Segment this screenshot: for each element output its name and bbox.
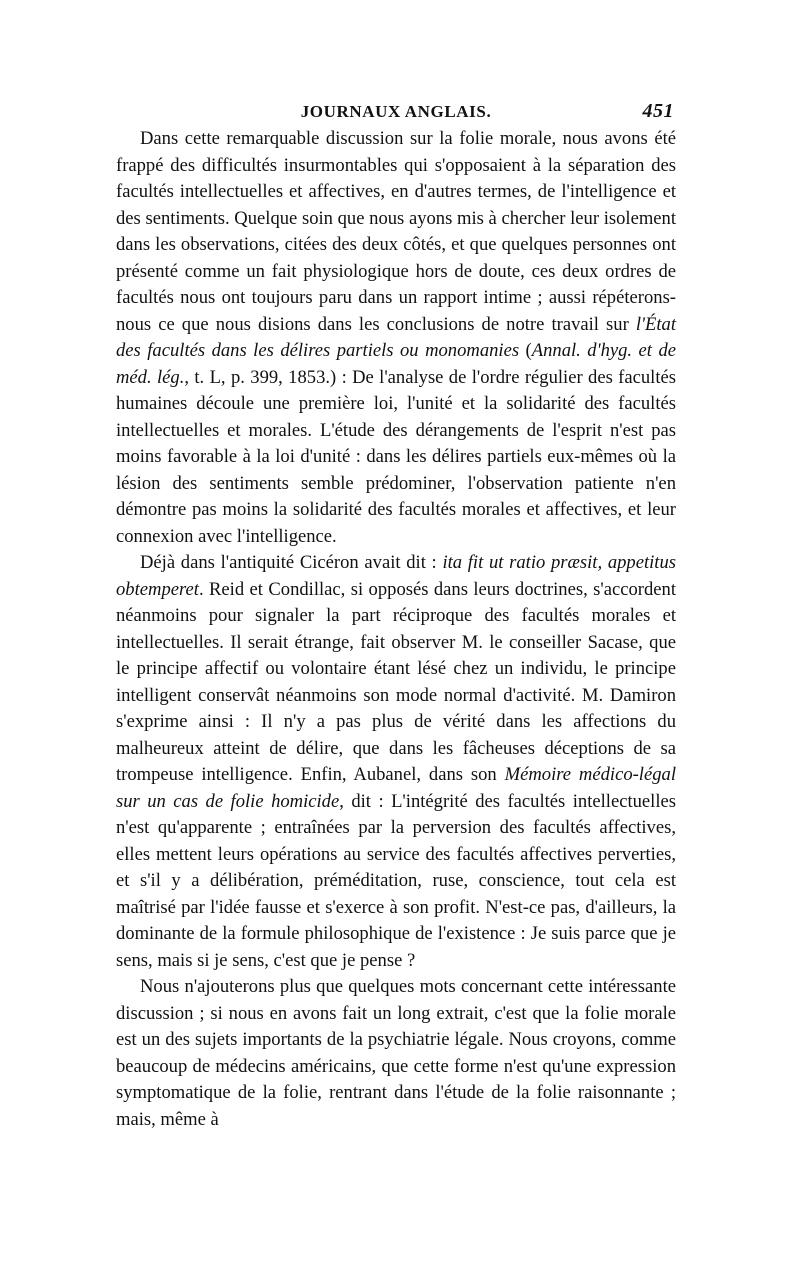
paragraph-1-text-c: , t. L, p. 399, 1853.) : De l'analyse de l'ordre régulier des facultés humaines découle une première loi, l'unité et la solidarité des facultés intellectuelles et morales. L'étude des dérangements de l'esprit n'est pas moins favorable à la loi d'unité : dans les délires partiels eux-mêmes où la lésion des sentiments semble prédominer, l'observation patiente n'en démontre pas moins la solidarité des facultés morales et affectives, et leur connexion avec l'intelligence. [116, 366, 677, 547]
running-head: JOURNAUX ANGLAIS. [300, 102, 492, 121]
page-number: 451 [642, 100, 674, 122]
paragraph-2-text-a: Déjà dans l'antiquité Cicéron avait dit : [140, 552, 443, 573]
paragraph-1-text-a: Dans cette remarquable discussion sur la folie morale, nous avons été frappé des difficultés insurmontables qui s'opposaient à la séparation des facultés intellectuelles et affectives, en d'autres termes, de l'intelligence et des sentiments. Quelque soin que nous ayons mis à chercher leur isolement dans les observations, citées des deux côtés, et que quelques personnes ont présenté comme un fait physiologique hors de doute, ces deux ordres de facultés nous ont toujours paru dans un rapport intime ; aussi répéterons-nous ce que nous disions dans les conclusions de notre travail sur [116, 128, 676, 335]
paragraph-1-reference-title: l'État des facultés dans les délires partiels ou monomanies [116, 313, 676, 361]
paragraph-1-text-b: ( [519, 340, 532, 361]
paragraph-2-memoire-title: Mémoire médico-légal sur un cas de folie homicide [116, 764, 676, 812]
paragraph-2 [116, 550, 676, 974]
paragraph-3-text-a: Nous n'ajouterons plus que quelques mots concernant cette intéressante discussion ; si nous en avons fait un long extrait, c'est que la folie morale est un des sujets importants de la psychiatrie légale. Nous croyons, comme beaucoup de médecins américains, que cette forme n'est qu'une expression symptomatique de la folie, rentrant dans l'étude de la folie raisonnante ; mais, même à [116, 976, 676, 1130]
book-page [116, 90, 676, 1133]
paragraph-1-journal: Annal. d'hyg. et de méd. lég. [116, 340, 676, 388]
paragraph-2-text-b: . Reid et Condillac, si opposés dans leurs doctrines, s'accordent néanmoins pour signaler la part réciproque des facultés morales et intellectuelles. Il serait étrange, fait observer M. le conseiller Sacase, que le principe affectif ou volontaire étant lésé chez un individu, le principe intelligent conservât néanmoins son mode normal d'activité. M. Damiron s'exprime ainsi : Il n'y a pas plus de vérité dans les affections du malheureux atteint de délire, que dans les fâcheuses déceptions de sa trompeuse intelligence. Enfin, Aubanel, dans son [116, 578, 676, 785]
paragraph-2-latin-quote: ita fit ut ratio præsit, appetitus obtemperet [116, 552, 676, 600]
paragraph-1 [116, 126, 676, 550]
paragraph-2-text-c: , dit : L'intégrité des facultés intellectuelles n'est qu'apparente ; entraînées par la perversion des facultés affectives, elles mettent leurs opérations au service des facultés affectives perverties, et s'il y a délibération, préméditation, ruse, conscience, tout cela est maîtrisé par l'idée fausse et s'exerce à son profit. N'est-ce pas, d'ailleurs, la dominante de la formule philosophique de l'existence : Je suis parce que je sens, mais si je sens, c'est que je pense ? [116, 790, 676, 971]
paragraph-3 [116, 974, 676, 1133]
page-header [116, 90, 676, 126]
